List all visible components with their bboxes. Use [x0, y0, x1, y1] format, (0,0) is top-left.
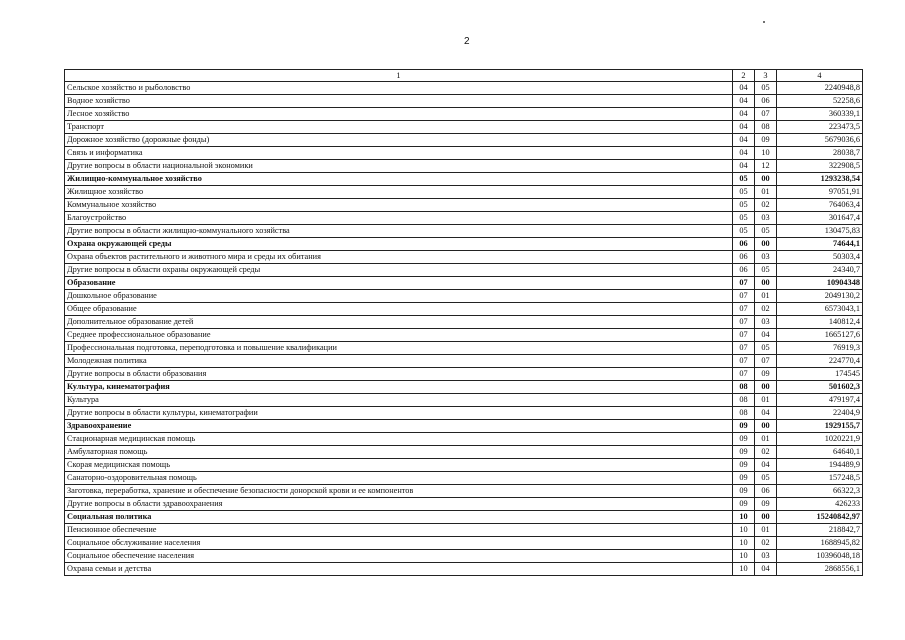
table-row: [65, 368, 863, 381]
row-amount-cell: 24340,7: [777, 264, 863, 277]
row-amount-cell: 10904348: [777, 277, 863, 290]
row-name-cell: Другие вопросы в области культуры, кинематографии: [65, 407, 733, 420]
table-row: [65, 225, 863, 238]
row-amount-cell: 194489,9: [777, 459, 863, 472]
row-name-cell: Заготовка, переработка, хранение и обеспечение безопасности донорской крови и ее компонентов: [65, 485, 733, 498]
row-subsection-cell: 04: [755, 459, 777, 472]
row-section-cell: 07: [733, 329, 755, 342]
table-row: [65, 498, 863, 511]
table-row: [65, 537, 863, 550]
row-name-cell: Дополнительное образование детей: [65, 316, 733, 329]
row-name-cell: Другие вопросы в области здравоохранения: [65, 498, 733, 511]
row-section-cell: 05: [733, 199, 755, 212]
row-section-cell: 04: [733, 147, 755, 160]
row-name-cell: Общее образование: [65, 303, 733, 316]
row-name-cell: Благоустройство: [65, 212, 733, 225]
scan-speck: [763, 21, 765, 23]
row-section-cell: 07: [733, 316, 755, 329]
row-subsection-cell: 05: [755, 342, 777, 355]
table-row: [65, 290, 863, 303]
row-name-cell: Социальное обеспечение населения: [65, 550, 733, 563]
table-row: [65, 472, 863, 485]
table-row: [65, 303, 863, 316]
row-name-cell: Коммунальное хозяйство: [65, 199, 733, 212]
row-name-cell: Здравоохранение: [65, 420, 733, 433]
row-subsection-cell: 09: [755, 368, 777, 381]
row-subsection-cell: 06: [755, 485, 777, 498]
table-row: [65, 238, 863, 251]
table-row: [65, 199, 863, 212]
row-subsection-cell: 03: [755, 251, 777, 264]
row-section-cell: 04: [733, 134, 755, 147]
row-name-cell: Другие вопросы в области национальной экономики: [65, 160, 733, 173]
row-amount-cell: 479197,4: [777, 394, 863, 407]
budget-table: [64, 69, 863, 576]
row-amount-cell: 140812,4: [777, 316, 863, 329]
row-section-cell: 08: [733, 394, 755, 407]
row-section-cell: 10: [733, 511, 755, 524]
table-row: [65, 563, 863, 576]
row-subsection-cell: 07: [755, 108, 777, 121]
row-name-cell: Профессиональная подготовка, переподготовка и повышение квалификации: [65, 342, 733, 355]
row-subsection-cell: 03: [755, 316, 777, 329]
table-row: [65, 433, 863, 446]
row-amount-cell: 2868556,1: [777, 563, 863, 576]
row-amount-cell: 360339,1: [777, 108, 863, 121]
table-row: [65, 108, 863, 121]
table-row: [65, 121, 863, 134]
table-row: [65, 173, 863, 186]
row-name-cell: Дорожное хозяйство (дорожные фонды): [65, 134, 733, 147]
row-subsection-cell: 08: [755, 121, 777, 134]
row-name-cell: Лесное хозяйство: [65, 108, 733, 121]
row-section-cell: 06: [733, 251, 755, 264]
row-section-cell: 08: [733, 407, 755, 420]
row-subsection-cell: 04: [755, 407, 777, 420]
row-amount-cell: 15240842,97: [777, 511, 863, 524]
row-subsection-cell: 03: [755, 550, 777, 563]
row-name-cell: Пенсионное обеспечение: [65, 524, 733, 537]
row-name-cell: Амбулаторная помощь: [65, 446, 733, 459]
row-section-cell: 09: [733, 446, 755, 459]
row-name-cell: Охрана семьи и детства: [65, 563, 733, 576]
table-body: [65, 82, 863, 576]
row-amount-cell: 764063,4: [777, 199, 863, 212]
row-amount-cell: 22404,9: [777, 407, 863, 420]
row-amount-cell: 50303,4: [777, 251, 863, 264]
table-row: [65, 420, 863, 433]
row-name-cell: Охрана окружающей среды: [65, 238, 733, 251]
row-amount-cell: 28038,7: [777, 147, 863, 160]
table-row: [65, 550, 863, 563]
row-section-cell: 10: [733, 524, 755, 537]
row-subsection-cell: 05: [755, 82, 777, 95]
row-amount-cell: 97051,91: [777, 186, 863, 199]
table-row: [65, 459, 863, 472]
row-subsection-cell: 05: [755, 264, 777, 277]
row-subsection-cell: 02: [755, 446, 777, 459]
row-subsection-cell: 06: [755, 95, 777, 108]
row-name-cell: Стационарная медицинская помощь: [65, 433, 733, 446]
row-name-cell: Культура, кинематография: [65, 381, 733, 394]
row-section-cell: 07: [733, 342, 755, 355]
row-amount-cell: 224770,4: [777, 355, 863, 368]
row-name-cell: Другие вопросы в области охраны окружающей среды: [65, 264, 733, 277]
row-amount-cell: 66322,3: [777, 485, 863, 498]
row-section-cell: 07: [733, 368, 755, 381]
row-section-cell: 10: [733, 563, 755, 576]
row-section-cell: 09: [733, 420, 755, 433]
row-amount-cell: 1688945,82: [777, 537, 863, 550]
table-row: [65, 186, 863, 199]
header-subsection: 3: [755, 70, 777, 82]
row-section-cell: 04: [733, 160, 755, 173]
row-name-cell: Другие вопросы в области жилищно-коммунального хозяйства: [65, 225, 733, 238]
row-subsection-cell: 10: [755, 147, 777, 160]
table-row: [65, 485, 863, 498]
row-name-cell: Другие вопросы в области образования: [65, 368, 733, 381]
table-row: [65, 82, 863, 95]
row-name-cell: Жилищно-коммунальное хозяйство: [65, 173, 733, 186]
page-number: 2: [464, 36, 470, 47]
row-subsection-cell: 00: [755, 381, 777, 394]
row-section-cell: 09: [733, 485, 755, 498]
row-name-cell: Дошкольное образование: [65, 290, 733, 303]
row-amount-cell: 1665127,6: [777, 329, 863, 342]
row-section-cell: 04: [733, 95, 755, 108]
row-name-cell: Культура: [65, 394, 733, 407]
row-section-cell: 04: [733, 121, 755, 134]
table-row: [65, 95, 863, 108]
row-section-cell: 07: [733, 277, 755, 290]
row-name-cell: Санаторно-оздоровительная помощь: [65, 472, 733, 485]
row-subsection-cell: 01: [755, 186, 777, 199]
table-row: [65, 329, 863, 342]
row-amount-cell: 223473,5: [777, 121, 863, 134]
row-name-cell: Жилищное хозяйство: [65, 186, 733, 199]
row-section-cell: 09: [733, 472, 755, 485]
header-section: 2: [733, 70, 755, 82]
row-section-cell: 06: [733, 238, 755, 251]
row-section-cell: 10: [733, 550, 755, 563]
row-section-cell: 05: [733, 186, 755, 199]
row-section-cell: 10: [733, 537, 755, 550]
row-section-cell: 07: [733, 355, 755, 368]
row-subsection-cell: 01: [755, 290, 777, 303]
row-name-cell: Охрана объектов растительного и животного мира и среды их обитания: [65, 251, 733, 264]
row-subsection-cell: 02: [755, 537, 777, 550]
table-row: [65, 394, 863, 407]
row-section-cell: 09: [733, 433, 755, 446]
row-amount-cell: 64640,1: [777, 446, 863, 459]
row-amount-cell: 130475,83: [777, 225, 863, 238]
row-section-cell: 05: [733, 225, 755, 238]
table-row: [65, 264, 863, 277]
row-subsection-cell: 05: [755, 225, 777, 238]
row-amount-cell: 322908,5: [777, 160, 863, 173]
row-subsection-cell: 02: [755, 199, 777, 212]
row-name-cell: Транспорт: [65, 121, 733, 134]
table-row: [65, 147, 863, 160]
header-amount: 4: [777, 70, 863, 82]
table-row: [65, 212, 863, 225]
row-subsection-cell: 09: [755, 498, 777, 511]
row-subsection-cell: 00: [755, 511, 777, 524]
row-amount-cell: 426233: [777, 498, 863, 511]
row-section-cell: 08: [733, 381, 755, 394]
table-row: [65, 277, 863, 290]
row-name-cell: Образование: [65, 277, 733, 290]
row-subsection-cell: 04: [755, 563, 777, 576]
row-subsection-cell: 12: [755, 160, 777, 173]
header-name: 1: [65, 70, 733, 82]
row-amount-cell: 5679036,6: [777, 134, 863, 147]
row-subsection-cell: 02: [755, 303, 777, 316]
table-header-row: [65, 70, 863, 82]
row-name-cell: Скорая медицинская помощь: [65, 459, 733, 472]
row-amount-cell: 157248,5: [777, 472, 863, 485]
row-name-cell: Сельское хозяйство и рыболовство: [65, 82, 733, 95]
row-amount-cell: 1293238,54: [777, 173, 863, 186]
table-row: [65, 160, 863, 173]
row-section-cell: 04: [733, 108, 755, 121]
row-section-cell: 06: [733, 264, 755, 277]
row-amount-cell: 501602,3: [777, 381, 863, 394]
table-row: [65, 342, 863, 355]
row-subsection-cell: 00: [755, 173, 777, 186]
row-amount-cell: 6573043,1: [777, 303, 863, 316]
table-row: [65, 524, 863, 537]
row-subsection-cell: 01: [755, 524, 777, 537]
row-subsection-cell: 00: [755, 277, 777, 290]
row-section-cell: 07: [733, 290, 755, 303]
row-amount-cell: 301647,4: [777, 212, 863, 225]
table-row: [65, 316, 863, 329]
row-subsection-cell: 03: [755, 212, 777, 225]
row-amount-cell: 76919,3: [777, 342, 863, 355]
row-subsection-cell: 00: [755, 420, 777, 433]
row-subsection-cell: 07: [755, 355, 777, 368]
row-amount-cell: 2049130,2: [777, 290, 863, 303]
table-row: [65, 134, 863, 147]
table-row: [65, 251, 863, 264]
row-subsection-cell: 04: [755, 329, 777, 342]
row-section-cell: 07: [733, 303, 755, 316]
row-amount-cell: 10396048,18: [777, 550, 863, 563]
row-section-cell: 09: [733, 459, 755, 472]
row-amount-cell: 74644,1: [777, 238, 863, 251]
row-amount-cell: 218842,7: [777, 524, 863, 537]
table-row: [65, 381, 863, 394]
row-subsection-cell: 09: [755, 134, 777, 147]
row-name-cell: Социальное обслуживание населения: [65, 537, 733, 550]
table-row: [65, 355, 863, 368]
row-amount-cell: 1020221,9: [777, 433, 863, 446]
row-subsection-cell: 05: [755, 472, 777, 485]
row-section-cell: 04: [733, 82, 755, 95]
row-name-cell: Среднее профессиональное образование: [65, 329, 733, 342]
table-row: [65, 511, 863, 524]
row-section-cell: 05: [733, 173, 755, 186]
table-row: [65, 407, 863, 420]
row-amount-cell: 2240948,8: [777, 82, 863, 95]
table-row: [65, 446, 863, 459]
row-name-cell: Связь и информатика: [65, 147, 733, 160]
row-name-cell: Молодежная политика: [65, 355, 733, 368]
row-name-cell: Водное хозяйство: [65, 95, 733, 108]
row-name-cell: Социальная политика: [65, 511, 733, 524]
row-subsection-cell: 01: [755, 394, 777, 407]
row-subsection-cell: 01: [755, 433, 777, 446]
row-section-cell: 05: [733, 212, 755, 225]
row-amount-cell: 52258,6: [777, 95, 863, 108]
row-amount-cell: 174545: [777, 368, 863, 381]
row-section-cell: 09: [733, 498, 755, 511]
row-subsection-cell: 00: [755, 238, 777, 251]
row-amount-cell: 1929155,7: [777, 420, 863, 433]
